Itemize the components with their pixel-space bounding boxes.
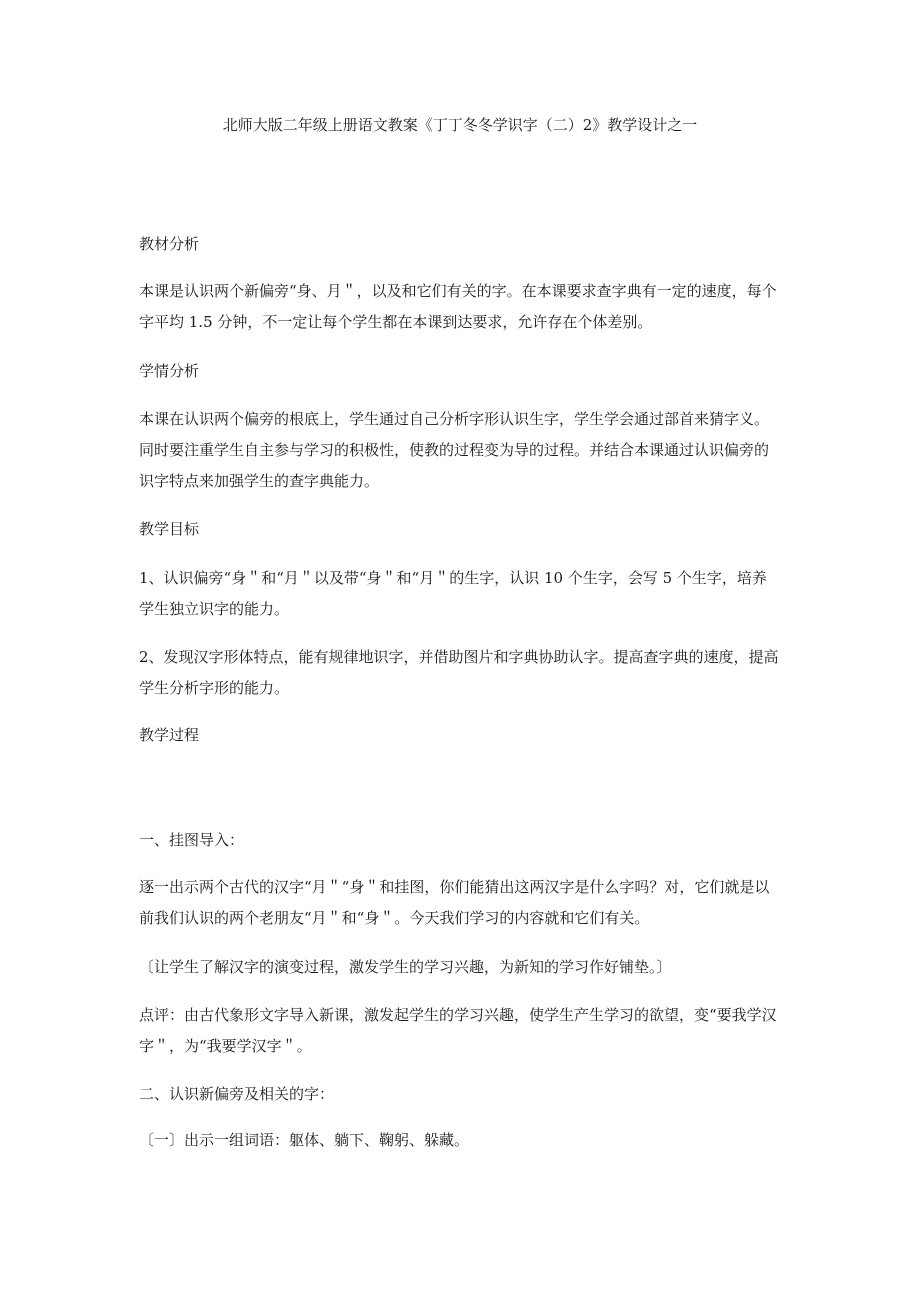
heading-teaching-process: 教学过程 bbox=[139, 726, 200, 744]
heading-step-2: 二、认识新偏旁及相关的字： bbox=[139, 1085, 335, 1103]
paragraph-goal-1: 1、认识偏旁“身＂和“月＂以及带“身＂和“月＂的生字，认识 10 个生字，会写 5 个生字，培养学生独立识字的能力。 bbox=[139, 569, 767, 618]
document-title: 北师大版二年级上册语文教案《丁丁冬冬学识字（二）2》教学设计之一 bbox=[222, 116, 698, 134]
paragraph-step-1-note: 〔让学生了解汉字的演变过程，激发学生的学习兴趣，为新知的学习作好铺垫。〕 bbox=[139, 958, 672, 976]
paragraph-goal-2: 2、发现汉字形体特点，能有规律地识字，并借助图片和字典协助认字。提高查字典的速度，提高学生分析字形的能力。 bbox=[139, 648, 779, 697]
heading-student-analysis: 学情分析 bbox=[139, 362, 200, 380]
paragraph-step-1-comment: 点评：由古代象形文字导入新课，激发起学生的学习兴趣，使学生产生学习的欲望，变“要我学汉字＂，为“我要学汉字＂。 bbox=[139, 1006, 777, 1055]
paragraph-student-analysis: 本课在认识两个偏旁的根底上，学生通过自己分析字形认识生字，学生学会通过部首来猜字义。同时要注重学生自主参与学习的积极性，使教的过程变为导的过程。并结合本课通过认识偏旁的识字特点来加强学生的查字典能力。 bbox=[139, 410, 770, 490]
paragraph-step-1: 逐一出示两个古代的汉字“月＂“身＂和挂图，你们能猜出这两汉字是什么字吗？对，它们就是以前我们认识的两个老朋友“月＂和“身＂。今天我们学习的内容就和它们有关。 bbox=[139, 878, 770, 927]
heading-step-1: 一、挂图导入： bbox=[139, 831, 245, 849]
paragraph-step-2-sub-1: 〔一〕出示一组词语：躯体、躺下、鞠躬、躲藏。 bbox=[139, 1131, 470, 1149]
paragraph-material-analysis: 本课是认识两个新偏旁“身、月＂，以及和它们有关的字。在本课要求查字典有一定的速度，每个字平均 1.5 分钟，不一定让每个学生都在本课到达要求，允许存在个体差别。 bbox=[139, 282, 777, 331]
heading-teaching-goals: 教学目标 bbox=[139, 520, 200, 538]
heading-material-analysis: 教材分析 bbox=[139, 235, 200, 253]
